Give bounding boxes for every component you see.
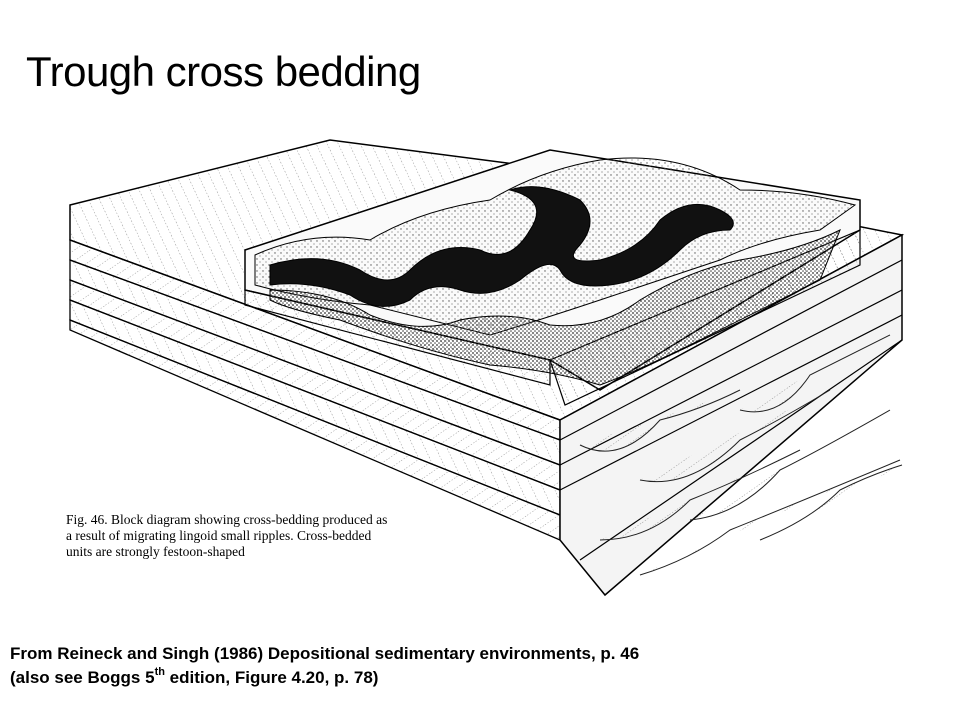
credit-line-1: From Reineck and Singh (1986) Depositional sedimentary environments, p. 46 (10, 644, 640, 663)
credit-line-2-prefix: (also see Boggs 5 (10, 668, 155, 687)
credit-line-2-superscript: th (154, 666, 165, 679)
caption-line: units are strongly festoon-shaped (66, 544, 245, 559)
slide-title: Trough cross bedding (26, 48, 421, 95)
credit-line-2-suffix: edition, Figure 4.20, p. 78) (164, 668, 379, 687)
caption-line: a result of migrating lingoid small ripples. Cross-bedded (66, 528, 372, 543)
figure-caption (66, 512, 486, 560)
caption-line: Fig. 46. Block diagram showing cross-bedding produced as (66, 512, 388, 527)
credit-line-2 (10, 666, 639, 690)
source-credit (10, 642, 639, 690)
